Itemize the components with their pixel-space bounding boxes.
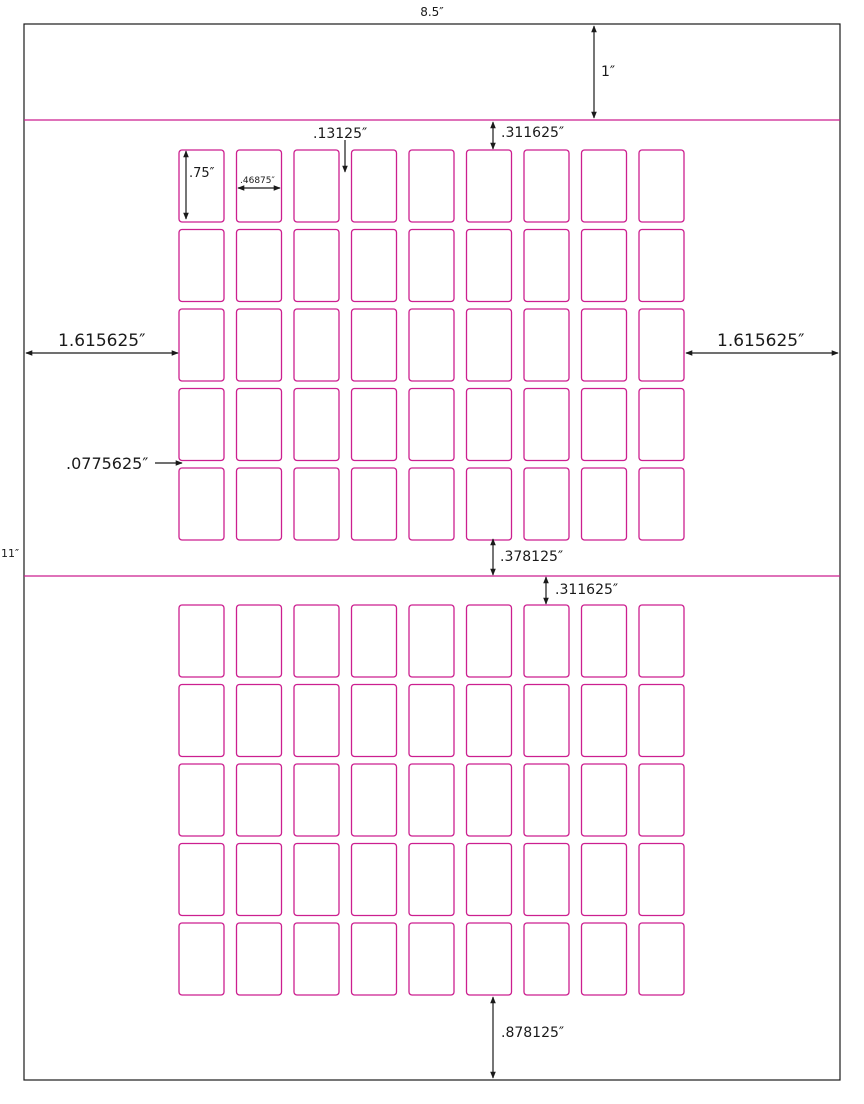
section-bottom-gap-label: .378125″ bbox=[500, 549, 564, 565]
label-cell bbox=[524, 764, 569, 836]
label-cell bbox=[467, 923, 512, 995]
label-cell bbox=[639, 923, 684, 995]
label-cell bbox=[524, 605, 569, 677]
bottom-margin-label: .878125″ bbox=[501, 1025, 565, 1041]
label-cell bbox=[524, 468, 569, 540]
label-cell bbox=[237, 605, 282, 677]
label-cell bbox=[294, 923, 339, 995]
label-cell bbox=[294, 844, 339, 916]
label-cell bbox=[467, 844, 512, 916]
label-cell bbox=[639, 389, 684, 461]
label-cell bbox=[237, 309, 282, 381]
label-cell bbox=[524, 685, 569, 757]
label-cell bbox=[179, 309, 224, 381]
right-margin-label: 1.615625″ bbox=[717, 331, 805, 351]
label-cell bbox=[467, 605, 512, 677]
label-cell bbox=[179, 923, 224, 995]
label-cell bbox=[179, 389, 224, 461]
label-cell bbox=[409, 605, 454, 677]
label-cell bbox=[524, 923, 569, 995]
label-cell bbox=[639, 844, 684, 916]
label-width-label: .46875″ bbox=[240, 176, 275, 186]
label-cell bbox=[409, 389, 454, 461]
label-cell bbox=[524, 309, 569, 381]
label-cell bbox=[639, 685, 684, 757]
label-cell bbox=[467, 230, 512, 302]
page-border bbox=[24, 24, 840, 1080]
label-cell bbox=[639, 764, 684, 836]
label-cell bbox=[582, 923, 627, 995]
label-cell bbox=[294, 685, 339, 757]
label-cell bbox=[467, 764, 512, 836]
label-cell bbox=[467, 150, 512, 222]
label-cell bbox=[179, 844, 224, 916]
section-top-gap-1-label: .311625″ bbox=[501, 125, 565, 141]
left-margin-label: 1.615625″ bbox=[58, 331, 146, 351]
label-cell bbox=[409, 844, 454, 916]
sheet-height-label: 11″ bbox=[1, 547, 20, 560]
top-margin-label: 1″ bbox=[601, 64, 616, 80]
label-cell bbox=[179, 230, 224, 302]
label-cell bbox=[294, 389, 339, 461]
label-cell bbox=[409, 685, 454, 757]
label-cell bbox=[352, 923, 397, 995]
label-cell bbox=[524, 389, 569, 461]
label-cell bbox=[467, 389, 512, 461]
label-cell bbox=[467, 685, 512, 757]
label-cell bbox=[409, 309, 454, 381]
label-cell bbox=[352, 605, 397, 677]
label-cell bbox=[639, 230, 684, 302]
label-cell bbox=[352, 685, 397, 757]
label-cell bbox=[294, 230, 339, 302]
label-cell bbox=[179, 468, 224, 540]
label-grid bbox=[179, 150, 684, 995]
label-cell bbox=[582, 309, 627, 381]
label-cell bbox=[352, 468, 397, 540]
label-cell bbox=[582, 150, 627, 222]
label-cell bbox=[352, 389, 397, 461]
label-cell bbox=[639, 605, 684, 677]
label-cell bbox=[237, 468, 282, 540]
label-cell bbox=[467, 468, 512, 540]
label-cell bbox=[639, 309, 684, 381]
label-cell bbox=[352, 230, 397, 302]
label-cell bbox=[409, 923, 454, 995]
label-cell bbox=[639, 150, 684, 222]
label-cell bbox=[582, 605, 627, 677]
label-cell bbox=[524, 230, 569, 302]
label-cell bbox=[237, 844, 282, 916]
label-cell bbox=[179, 605, 224, 677]
label-cell bbox=[294, 150, 339, 222]
label-cell bbox=[237, 685, 282, 757]
label-cell bbox=[467, 309, 512, 381]
label-cell bbox=[524, 150, 569, 222]
label-cell bbox=[352, 150, 397, 222]
label-cell bbox=[294, 605, 339, 677]
section-top-gap-2-label: .311625″ bbox=[555, 582, 619, 598]
label-cell bbox=[409, 468, 454, 540]
label-cell bbox=[352, 844, 397, 916]
label-cell bbox=[582, 764, 627, 836]
label-cell bbox=[639, 468, 684, 540]
vertical-gap-label: .0775625″ bbox=[66, 454, 149, 473]
label-cell bbox=[237, 923, 282, 995]
label-cell bbox=[524, 844, 569, 916]
label-cell bbox=[409, 150, 454, 222]
label-cell bbox=[582, 468, 627, 540]
label-cell bbox=[352, 764, 397, 836]
horizontal-gap-label: .13125″ bbox=[313, 126, 368, 142]
label-cell bbox=[294, 764, 339, 836]
label-cell bbox=[409, 230, 454, 302]
label-cell bbox=[179, 764, 224, 836]
label-cell bbox=[582, 389, 627, 461]
sheet-width-label: 8.5″ bbox=[420, 5, 444, 19]
label-cell bbox=[582, 230, 627, 302]
label-cell bbox=[237, 389, 282, 461]
label-cell bbox=[179, 685, 224, 757]
label-height-label: .75″ bbox=[189, 166, 215, 181]
label-cell bbox=[237, 150, 282, 222]
label-cell bbox=[352, 309, 397, 381]
label-cell bbox=[582, 844, 627, 916]
label-cell bbox=[237, 230, 282, 302]
label-cell bbox=[294, 309, 339, 381]
label-cell bbox=[582, 685, 627, 757]
label-cell bbox=[409, 764, 454, 836]
label-cell bbox=[237, 764, 282, 836]
label-cell bbox=[294, 468, 339, 540]
